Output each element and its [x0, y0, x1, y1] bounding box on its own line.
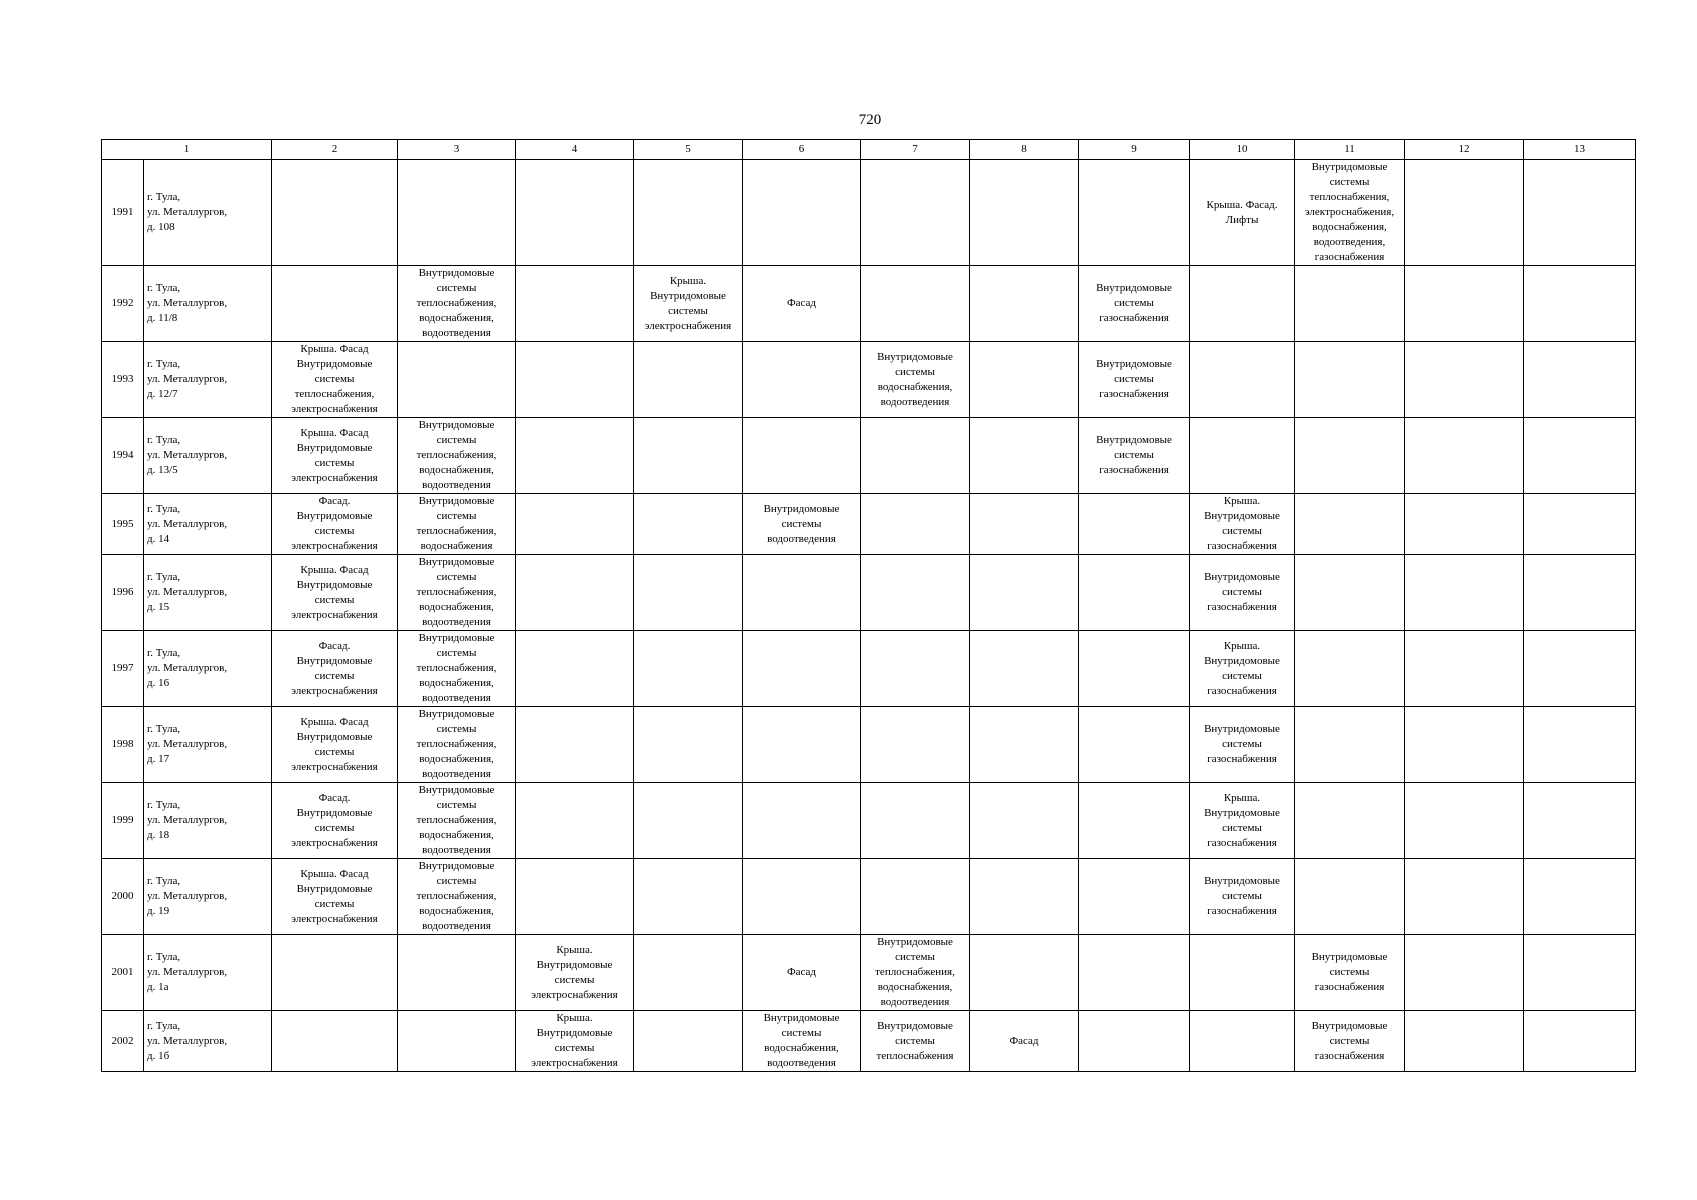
work-type-cell [634, 418, 743, 494]
work-type-cell [970, 160, 1079, 266]
work-type-cell [398, 494, 516, 555]
work-type-cell [861, 342, 970, 418]
work-type-cell [398, 266, 516, 342]
work-type-text: Фасад [786, 297, 817, 309]
work-type-cell [861, 555, 970, 631]
work-type-cell [861, 859, 970, 935]
address-cell [144, 1011, 272, 1072]
column-header: 1 [102, 140, 272, 160]
column-header: 8 [970, 140, 1079, 160]
work-type-cell [970, 1011, 1079, 1072]
work-type-cell [1295, 859, 1405, 935]
work-type-cell [743, 859, 861, 935]
work-type-cell [398, 342, 516, 418]
work-type-cell [1295, 160, 1405, 266]
work-type-text: Фасад. Внутридомовые системы электроснабжения [291, 791, 378, 849]
work-type-cell [1295, 494, 1405, 555]
address-text: г. Тула, ул. Металлургов, д. 14 [147, 502, 228, 545]
work-type-text: Внутридомовые системы теплоснабжения, водоснабжения, водоотведения [416, 267, 497, 339]
work-type-cell [398, 935, 516, 1011]
address-text: г. Тула, ул. Металлургов, д. 1а [147, 951, 228, 993]
work-type-text: Фасад [786, 966, 817, 978]
work-type-text: Внутридомовые системы теплоснабжения, водоснабжения, водоотведения [416, 556, 497, 628]
work-type-cell [1405, 631, 1524, 707]
work-type-cell [1524, 418, 1636, 494]
work-type-cell [1405, 494, 1524, 555]
row-number-cell: 1998 [102, 707, 144, 783]
work-type-text: Внутридомовые системы теплоснабжения, водоснабжения, водоотведения [416, 784, 497, 856]
work-type-cell [970, 859, 1079, 935]
work-type-cell [634, 783, 743, 859]
work-type-cell [1295, 1011, 1405, 1072]
work-type-cell [1524, 1011, 1636, 1072]
table-row [102, 555, 1636, 631]
table-row [102, 783, 1636, 859]
work-type-text: Фасад [1009, 1034, 1039, 1047]
table-row [102, 631, 1636, 707]
column-header: 4 [516, 140, 634, 160]
work-type-cell [743, 1011, 861, 1072]
work-type-text: Внутридомовые системы теплоснабжения, водоснабжения, водоотведения [416, 708, 497, 780]
work-type-cell [1190, 783, 1295, 859]
work-type-cell [743, 631, 861, 707]
work-type-cell [1295, 631, 1405, 707]
work-type-cell [1405, 859, 1524, 935]
address-text: г. Тула, ул. Металлургов, д. 1б [147, 1019, 228, 1062]
work-type-text: Крыша. Внутридомовые системы электроснабжения [644, 274, 732, 332]
work-type-cell [1190, 266, 1295, 342]
work-type-cell [398, 1011, 516, 1072]
work-type-cell [1405, 1011, 1524, 1072]
row-number-cell: 1999 [102, 783, 144, 859]
work-type-cell [272, 160, 398, 266]
work-type-cell [1079, 935, 1190, 1011]
work-type-text: Внутридомовые системы теплоснабжения, электроснабжения, водоснабжения, водоотведения, газоснабжения [1304, 161, 1395, 263]
row-number-cell: 1993 [102, 342, 144, 418]
work-type-cell [1079, 342, 1190, 418]
work-type-text: Внутридомовые системы теплоснабжения, водоснабжения, водоотведения [416, 632, 497, 704]
table-row [102, 418, 1636, 494]
address-text: г. Тула, ул. Металлургов, д. 18 [147, 799, 228, 841]
work-type-cell [516, 266, 634, 342]
row-number-cell: 1997 [102, 631, 144, 707]
repair-schedule-table [101, 139, 1636, 1072]
work-type-cell [1295, 266, 1405, 342]
address-text: г. Тула, ул. Металлургов, д. 108 [147, 191, 228, 233]
column-header: 12 [1405, 140, 1524, 160]
work-type-cell [634, 160, 743, 266]
work-type-cell [634, 1011, 743, 1072]
work-type-cell [1079, 266, 1190, 342]
work-type-cell [272, 707, 398, 783]
work-type-cell [1405, 555, 1524, 631]
work-type-cell [272, 494, 398, 555]
work-type-text: Внутридомовые системы газоснабжения [1096, 434, 1172, 476]
work-type-cell [1524, 935, 1636, 1011]
work-type-cell [1295, 783, 1405, 859]
work-type-cell [634, 266, 743, 342]
work-type-cell [970, 266, 1079, 342]
work-type-cell [1405, 266, 1524, 342]
work-type-cell [861, 935, 970, 1011]
work-type-text: Внутридомовые системы газоснабжения [1204, 723, 1280, 765]
column-header: 11 [1295, 140, 1405, 160]
work-type-cell [398, 859, 516, 935]
work-type-cell [743, 707, 861, 783]
work-type-text: Внутридомовые системы теплоснабжения, водоснабжения, водоотведения [416, 860, 497, 932]
page-number: 720 [858, 112, 882, 128]
address-text: г. Тула, ул. Металлургов, д. 13/5 [147, 434, 228, 476]
work-type-cell [634, 707, 743, 783]
work-type-text: Крыша. Внутридомовые системы газоснабжения [1204, 495, 1280, 552]
work-type-cell [861, 783, 970, 859]
work-type-cell [272, 783, 398, 859]
address-text: г. Тула, ул. Металлургов, д. 11/8 [147, 282, 228, 324]
address-cell [144, 342, 272, 418]
table-row [102, 859, 1636, 935]
header-row [102, 140, 1636, 160]
work-type-cell [1079, 783, 1190, 859]
column-header: 3 [398, 140, 516, 160]
table-row [102, 266, 1636, 342]
work-type-cell [1524, 631, 1636, 707]
address-cell [144, 859, 272, 935]
work-type-cell [1524, 160, 1636, 266]
work-type-text: Внутридомовые системы теплоснабжения, водоснабжения, водоотведения [416, 419, 497, 491]
column-header: 6 [743, 140, 861, 160]
work-type-cell [398, 783, 516, 859]
row-number-cell: 1991 [102, 160, 144, 266]
work-type-cell [1524, 266, 1636, 342]
work-type-cell [398, 555, 516, 631]
work-type-cell [861, 160, 970, 266]
work-type-cell [516, 160, 634, 266]
column-header: 7 [861, 140, 970, 160]
work-type-text: Внутридомовые системы газоснабжения [1204, 571, 1280, 613]
row-number-cell: 1992 [102, 266, 144, 342]
work-type-cell [272, 859, 398, 935]
table-row [102, 494, 1636, 555]
work-type-cell [861, 266, 970, 342]
work-type-cell [743, 418, 861, 494]
work-type-cell [516, 342, 634, 418]
work-type-cell [272, 1011, 398, 1072]
work-type-cell [970, 707, 1079, 783]
address-text: г. Тула, ул. Металлургов, д. 17 [147, 723, 228, 765]
address-text: г. Тула, ул. Металлургов, д. 16 [147, 647, 228, 689]
work-type-cell [1524, 342, 1636, 418]
work-type-cell [398, 707, 516, 783]
work-type-cell [861, 707, 970, 783]
work-type-text: Внутридомовые системы теплоснабжения, водоснабжения [416, 495, 497, 552]
work-type-cell [1190, 1011, 1295, 1072]
address-cell [144, 555, 272, 631]
work-type-cell [970, 342, 1079, 418]
work-type-cell [634, 935, 743, 1011]
work-type-cell [1079, 555, 1190, 631]
work-type-cell [516, 631, 634, 707]
work-type-text: Крыша. Фасад Внутридомовые системы теплоснабжения, электроснабжения [291, 343, 378, 415]
work-type-text: Внутридомовые системы теплоснабжения [876, 1019, 954, 1062]
work-type-text: Внутридомовые системы теплоснабжения, водоснабжения, водоотведения [875, 936, 955, 1008]
work-type-cell [516, 418, 634, 494]
work-type-cell [1079, 494, 1190, 555]
work-type-text: Крыша. Фасад Внутридомовые системы электроснабжения [291, 563, 378, 621]
work-type-text: Внутридомовые системы газоснабжения [1311, 1019, 1388, 1062]
work-type-cell [1405, 707, 1524, 783]
work-type-cell [1190, 707, 1295, 783]
work-type-cell [1405, 935, 1524, 1011]
address-cell [144, 266, 272, 342]
work-type-cell [516, 935, 634, 1011]
work-type-cell [516, 555, 634, 631]
table-row [102, 342, 1636, 418]
work-type-cell [272, 418, 398, 494]
work-type-cell [1079, 859, 1190, 935]
work-type-cell [743, 935, 861, 1011]
work-type-text: Крыша. Внутридомовые системы электроснабжения [531, 943, 618, 1001]
work-type-cell [516, 494, 634, 555]
work-type-text: Фасад. Внутридомовые системы электроснабжения [291, 639, 378, 697]
work-type-cell [970, 631, 1079, 707]
work-type-cell [861, 418, 970, 494]
address-text: г. Тула, ул. Металлургов, д. 19 [147, 875, 228, 917]
work-type-cell [743, 783, 861, 859]
row-number-cell: 1994 [102, 418, 144, 494]
work-type-cell [1405, 342, 1524, 418]
work-type-cell [516, 783, 634, 859]
work-type-cell [743, 266, 861, 342]
row-number-cell: 2002 [102, 1011, 144, 1072]
work-type-cell [1190, 555, 1295, 631]
work-type-cell [970, 783, 1079, 859]
work-type-cell [1295, 935, 1405, 1011]
row-number-cell: 2001 [102, 935, 144, 1011]
row-number-cell: 1995 [102, 494, 144, 555]
work-type-text: Крыша. Внутридомовые системы электроснабжения [531, 1012, 618, 1069]
work-type-text: Фасад. Внутридомовые системы электроснабжения [291, 495, 378, 552]
work-type-text: Внутридомовые системы водоснабжения, водоотведения [763, 1012, 840, 1069]
work-type-cell [1295, 555, 1405, 631]
work-type-cell [272, 266, 398, 342]
work-type-cell [398, 160, 516, 266]
work-type-cell [743, 555, 861, 631]
work-type-cell [516, 707, 634, 783]
work-type-cell [1190, 418, 1295, 494]
work-type-cell [970, 555, 1079, 631]
work-type-text: Крыша. Фасад Внутридомовые системы электроснабжения [291, 867, 378, 925]
table-row [102, 935, 1636, 1011]
work-type-text: Внутридомовые системы газоснабжения [1311, 951, 1388, 993]
work-type-cell [1295, 342, 1405, 418]
table-row [102, 1011, 1636, 1072]
work-type-cell [398, 631, 516, 707]
column-header: 2 [272, 140, 398, 160]
work-type-cell [1524, 783, 1636, 859]
work-type-cell [1079, 1011, 1190, 1072]
work-type-cell [1405, 783, 1524, 859]
work-type-cell [1190, 859, 1295, 935]
work-type-cell [1079, 631, 1190, 707]
work-type-cell [743, 160, 861, 266]
work-type-cell [1524, 494, 1636, 555]
work-type-cell [1405, 418, 1524, 494]
work-type-text: Крыша. Фасад Внутридомовые системы электроснабжения [291, 715, 378, 773]
work-type-text: Внутридомовые системы газоснабжения [1096, 358, 1172, 400]
work-type-text: Внутридомовые системы газоснабжения [1204, 875, 1280, 917]
work-type-text: Крыша. Внутридомовые системы газоснабжения [1204, 791, 1280, 849]
work-type-cell [861, 494, 970, 555]
work-type-cell [1079, 707, 1190, 783]
work-type-cell [516, 859, 634, 935]
row-number-cell: 2000 [102, 859, 144, 935]
work-type-cell [743, 342, 861, 418]
address-cell [144, 418, 272, 494]
work-type-cell [516, 1011, 634, 1072]
work-type-cell [272, 935, 398, 1011]
work-type-cell [1190, 342, 1295, 418]
work-type-cell [743, 494, 861, 555]
table-row [102, 160, 1636, 266]
work-type-text: Внутридомовые системы водоотведения [763, 502, 840, 545]
work-type-text: Внутридомовые системы газоснабжения [1096, 282, 1172, 324]
column-header: 13 [1524, 140, 1636, 160]
address-cell [144, 707, 272, 783]
work-type-cell [1524, 707, 1636, 783]
table-row [102, 707, 1636, 783]
address-cell [144, 160, 272, 266]
column-header: 9 [1079, 140, 1190, 160]
work-type-cell [634, 631, 743, 707]
work-type-cell [970, 494, 1079, 555]
work-type-cell [861, 631, 970, 707]
work-type-text: Крыша. Внутридомовые системы газоснабжения [1204, 639, 1280, 697]
work-type-cell [634, 555, 743, 631]
work-type-cell [272, 631, 398, 707]
work-type-cell [970, 935, 1079, 1011]
work-type-cell [970, 418, 1079, 494]
work-type-cell [1405, 160, 1524, 266]
address-cell [144, 783, 272, 859]
work-type-text: Крыша. Фасад. Лифты [1206, 198, 1278, 226]
work-type-cell [1524, 555, 1636, 631]
address-cell [144, 494, 272, 555]
work-type-cell [398, 418, 516, 494]
column-header: 5 [634, 140, 743, 160]
work-type-cell [634, 494, 743, 555]
work-type-cell [1190, 935, 1295, 1011]
column-header: 10 [1190, 140, 1295, 160]
work-type-cell [1295, 707, 1405, 783]
work-type-cell [634, 859, 743, 935]
work-type-cell [272, 342, 398, 418]
work-type-cell [1190, 160, 1295, 266]
work-type-text: Внутридомовые системы водоснабжения, водоотведения [877, 350, 953, 408]
work-type-cell [1079, 160, 1190, 266]
work-type-cell [272, 555, 398, 631]
address-text: г. Тула, ул. Металлургов, д. 15 [147, 571, 228, 613]
work-type-cell [1190, 494, 1295, 555]
work-type-text: Крыша. Фасад Внутридомовые системы электроснабжения [291, 426, 378, 484]
address-cell [144, 935, 272, 1011]
work-type-cell [861, 1011, 970, 1072]
work-type-cell [1079, 418, 1190, 494]
work-type-cell [634, 342, 743, 418]
address-text: г. Тула, ул. Металлургов, д. 12/7 [147, 358, 228, 400]
work-type-cell [1524, 859, 1636, 935]
work-type-cell [1295, 418, 1405, 494]
work-type-cell [1190, 631, 1295, 707]
row-number-cell: 1996 [102, 555, 144, 631]
address-cell [144, 631, 272, 707]
